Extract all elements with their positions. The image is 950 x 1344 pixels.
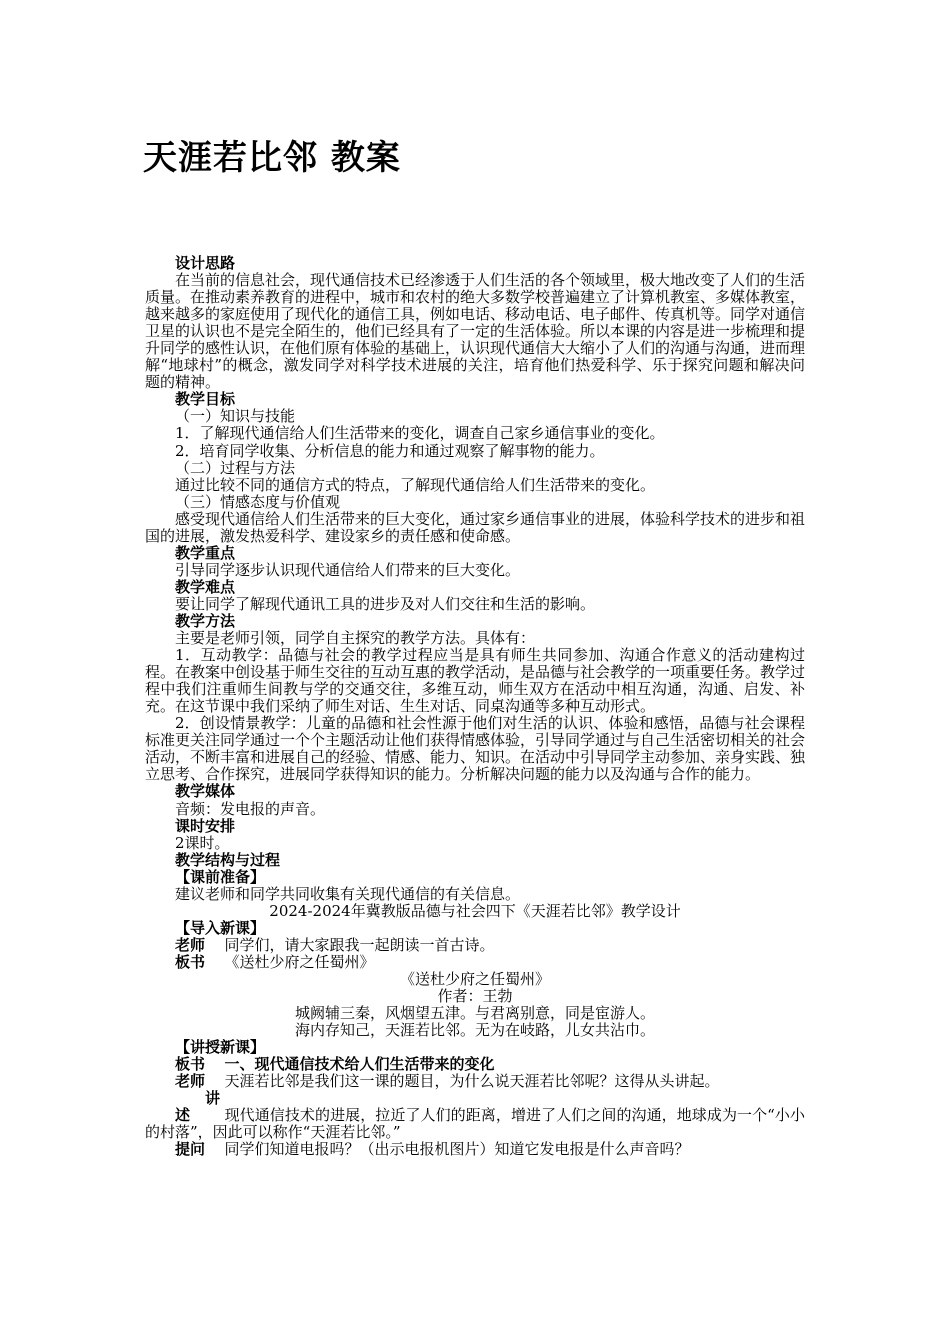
- poem-line-1: 城阙辅三秦，风烟望五津。与君离别意，同是宦游人。: [294, 1004, 655, 1023]
- heading-media: 教学媒体: [175, 782, 236, 801]
- role-tag: 板书: [175, 952, 206, 971]
- preparation-text: 建议老师和同学共同收集有关现代通信的有关信息。: [175, 884, 521, 903]
- goal-item-1: 1．了解现代通信给人们生活带来的变化，调查自己家乡通信事业的变化。: [175, 424, 665, 443]
- role-text: 天涯若比邻是我们这一课的题目，为什么说天涯若比邻呢？这得从头讲起。: [224, 1072, 720, 1091]
- role-text: 同学们，请大家跟我一起朗读一首古诗。: [224, 935, 495, 954]
- poem-title: 《送杜少府之任蜀州》: [399, 969, 550, 988]
- methods-intro: 主要是老师引领，同学自主探究的教学方法。具体有：: [175, 629, 536, 648]
- method-scenario: 2．创设情景教学：儿童的品德和社会性源于他们对生活的认识、体验和感悟，品德与社会课程标准更关注同学通过一个个主题活动让他们获得情感体验，引导同学通过与自己生活密切相关的社会活动，不断丰富和进展自己的经验、情感、能力、知识。在活动中引导同学主动参加、亲身实践、独立思考、合作探究，进展同学获得知识的能力。分析解决问题的能力以及沟通与合作的能力。: [145, 714, 806, 784]
- role-tag: 老师: [175, 935, 206, 954]
- goal-text-3: 感受现代通信给人们生活带来的巨大变化，通过家乡通信事业的进展，体验科学技术的进步和祖国的进展，激发热爱科学、建设家乡的责任感和使命感。: [145, 509, 806, 545]
- intro-teacher-line: [145, 937, 805, 954]
- role-text: 一、现代通信技术给人们生活带来的变化: [224, 1055, 495, 1074]
- document-title: 天涯若比邻 教案: [143, 138, 401, 178]
- role-tag: 板书: [175, 1055, 206, 1074]
- goal-subheading-2: （二）过程与方法: [175, 458, 296, 477]
- lesson-teacher-line: [145, 1073, 805, 1090]
- heading-teaching-goals: 教学目标: [175, 390, 236, 409]
- role-text: 同学们知道电报吗？（出示电报机图片）知道它发电报是什么声音吗？: [224, 1140, 690, 1159]
- heading-design-idea: 设计思路: [175, 254, 236, 272]
- heading-difficulties: 教学难点: [175, 577, 236, 596]
- lesson-narration-line: [145, 1090, 805, 1141]
- key-points-text: 引导同学逐步认识现代通信给人们带来的巨大变化。: [175, 560, 521, 579]
- role-tag: 讲述: [175, 1089, 221, 1125]
- subheading-intro-lesson: 【导入新课】: [175, 918, 266, 937]
- poem-author: 作者：王勃: [437, 987, 513, 1006]
- lesson-board-line: [145, 1056, 805, 1073]
- subheading-preparation: 【课前准备】: [175, 867, 266, 886]
- heading-schedule: 课时安排: [175, 816, 236, 835]
- design-idea-paragraph: 在当前的信息社会，现代通信技术已经渗透于人们生活的各个领域里，极大地改变了人们的生活质量。在推动素养教育的进程中，城市和农村的绝大多数学校普遍建立了计算机教室、多媒体教室，越来越多的家庭使用了现代化的通信工具，例如电话、移动电话、电子邮件、传真机等。同学对通信卫星的认识也不是完全陌生的，他们已经具有了一定的生活体验。所以本课的内容是进一步梳理和提升同学的感性认识，在他们原有体验的基础上，认识现代通信大大缩小了人们的沟通与沟通，进而理解“地球村”的概念，激发同学对科学技术进展的关注，培育他们热爱科学、乐于探究问题和解决问题的精神。: [145, 271, 806, 392]
- document-caption: 2024-2024年冀教版品德与社会四下《天涯若比邻》教学设计: [269, 901, 681, 920]
- difficulties-text: 要让同学了解现代通讯工具的进步及对人们交往和生活的影响。: [175, 594, 596, 613]
- goal-subheading-1: （一）知识与技能: [175, 407, 296, 426]
- poem-line-2: 海内存知己，天涯若比邻。无为在岐路，儿女共沾巾。: [294, 1021, 655, 1040]
- role-text: 《送杜少府之任蜀州》: [224, 952, 375, 971]
- subheading-new-lesson: 【讲授新课】: [175, 1038, 266, 1057]
- intro-board-line: [145, 954, 805, 971]
- role-tag: 老师: [175, 1072, 206, 1091]
- goal-text-2: 通过比较不同的通信方式的特点，了解现代通信给人们生活带来的变化。: [175, 475, 656, 494]
- goal-subheading-3: （三）情感态度与价值观: [175, 492, 341, 511]
- heading-methods: 教学方法: [175, 611, 236, 630]
- heading-key-points: 教学重点: [175, 543, 236, 562]
- role-text: 现代通信技术的进展，拉近了人们的距离，增进了人们之间的沟通，地球成为一个“小小的村落”，因此可以称作“天涯若比邻。”: [145, 1106, 805, 1142]
- role-tag: 提问: [175, 1140, 206, 1159]
- goal-item-2: 2．培育同学收集、分析信息的能力和通过观察了解事物的能力。: [175, 441, 605, 460]
- heading-structure: 教学结构与过程: [175, 850, 281, 869]
- schedule-text: 2课时。: [175, 833, 230, 852]
- document-body: [145, 255, 805, 1158]
- method-interactive: 1．互动教学：品德与社会的教学过程应当是具有师生共同参加、沟通合作意义的活动建构过程。在教案中创设基于师生交往的互动互惠的教学活动，是品德与社会教学的一项重要任务。教学过程中我们注重师生间教与学的交通交往，多维互动，师生双方在活动中相互沟通，沟通、启发、补充。在这节课中我们采纳了师生对话、生生对话、同桌沟通等多种互动形式。: [145, 646, 806, 716]
- lesson-question-line: [145, 1141, 805, 1158]
- media-text: 音频：发电报的声音。: [175, 799, 326, 818]
